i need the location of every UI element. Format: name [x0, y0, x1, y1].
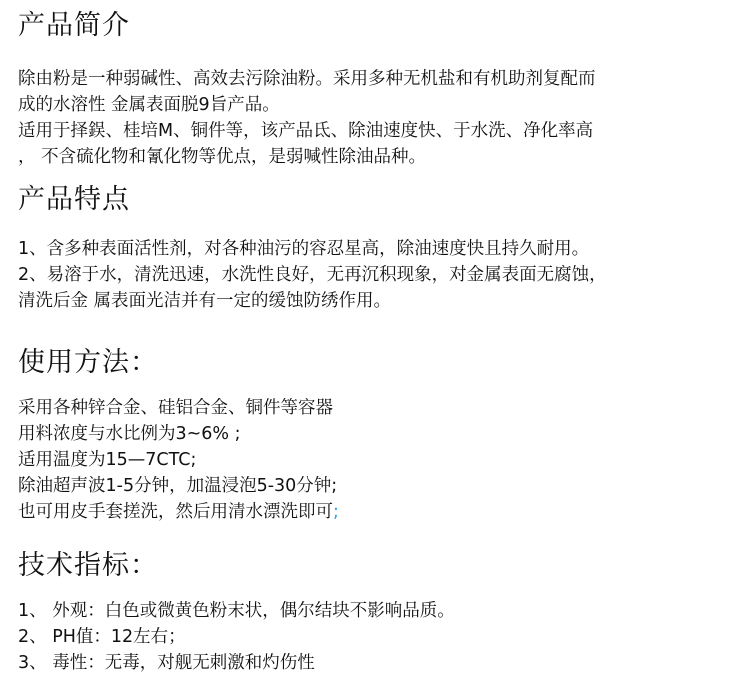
usage-line: 采用各种锌合金、硅铝合金、铜件等容器	[18, 398, 333, 418]
section-product-intro	[18, 8, 596, 170]
usage-line: 除油超声波1-5分钟，加温浸泡5-30分钟;	[18, 476, 338, 496]
feature-line: 清洗后金 属表面光洁并有一定的缓蚀防绣作用。	[18, 291, 392, 311]
section-heading-usage: 使用方法：	[18, 347, 158, 378]
usage-line: 用料浓度与水比例为3~6% ;	[18, 424, 241, 444]
spec-line: 3、 毒性：无毒，对舰无刺激和灼伤性	[18, 653, 315, 673]
intro-line: 成的水溶性 金属表面脱9旨产品。	[18, 95, 280, 115]
section-usage	[18, 345, 339, 525]
intro-line: ， 不含硫化物和氰化物等优点，是弱喊性除油品种。	[18, 147, 427, 167]
feature-line: 2、易溶于水，清洗迅速，水洗性良好，无再沉积现象，对金属表面无腐蚀，	[18, 265, 607, 285]
intro-line: 除由粉是一种弱碱性、高效去污除油粉。采用多种无机盐和有机助剂复配而	[18, 69, 596, 89]
section-body-specs	[18, 598, 455, 676]
section-body-intro	[18, 66, 596, 170]
section-body-features	[18, 236, 607, 314]
usage-line: 适用温度为15—7CTC;	[18, 450, 197, 470]
section-product-features	[18, 182, 607, 314]
feature-line: 1、含多种表面活性剂，对各种油污的容忍星高，除油速度快且持久耐用。	[18, 239, 590, 259]
section-heading-specs: 技术指标：	[18, 550, 158, 581]
spec-line: 2、 PH值：12左右；	[18, 627, 186, 647]
section-technical-specs	[18, 548, 455, 676]
section-heading-intro: 产品简介	[18, 10, 130, 41]
intro-line: 适用于择鋘、桂培M、铜件等，该产品氐、除油速度快、于水洗、净化率高	[18, 121, 594, 141]
section-body-usage	[18, 395, 339, 525]
section-heading-features: 产品特点	[18, 184, 130, 215]
usage-line-last	[18, 499, 339, 525]
spec-line: 1、 外观：白色或微黄色粉末状，偶尔结块不影响品质。	[18, 601, 455, 621]
usage-trailing-mark: ;	[333, 502, 339, 522]
usage-line-text: 也可用皮手套搓洗，然后用清水漂洗即可	[18, 502, 333, 522]
